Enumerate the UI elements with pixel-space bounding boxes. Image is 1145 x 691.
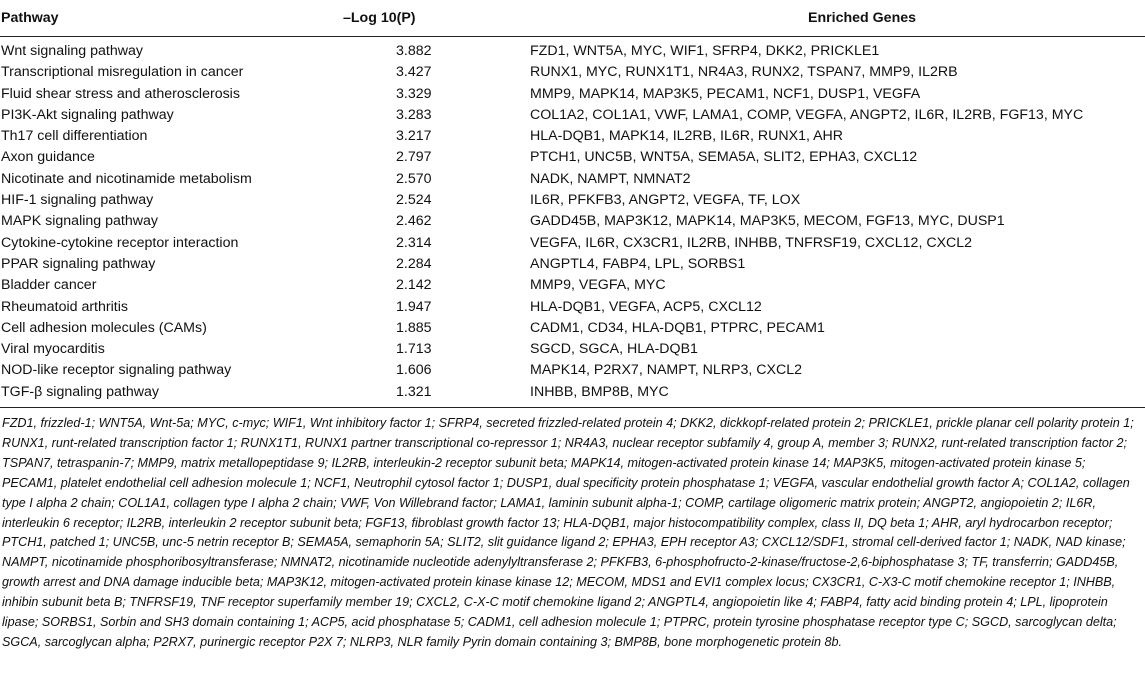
table-header <box>0 0 1145 37</box>
pathway-name: Viral myocarditis <box>1 341 105 358</box>
table-row <box>0 339 1145 360</box>
enriched-genes: PTCH1, UNC5B, WNT5A, SEMA5A, SLIT2, EPHA3, CXCL12 <box>530 149 918 166</box>
table-row <box>0 169 1145 190</box>
log-p-value: 1.606 <box>396 362 432 379</box>
table-row <box>0 318 1145 339</box>
pathway-name: Cell adhesion molecules (CAMs) <box>1 319 207 336</box>
pathway-name: PPAR signaling pathway <box>1 255 156 272</box>
table-row <box>0 211 1145 232</box>
pathway-name: HIF-1 signaling pathway <box>1 192 154 209</box>
table-row <box>0 62 1145 83</box>
log-p-value: 3.217 <box>396 128 432 145</box>
table-row <box>0 37 1145 63</box>
pathway-name: Rheumatoid arthritis <box>1 298 128 315</box>
pathway-name: Nicotinate and nicotinamide metabolism <box>1 170 252 187</box>
log-p-value: 2.142 <box>396 277 432 294</box>
pathway-name: Wnt signaling pathway <box>1 43 143 59</box>
pathway-name: Th17 cell differentiation <box>1 128 148 145</box>
table-row <box>0 147 1145 168</box>
log-p-value: 2.284 <box>396 255 432 272</box>
table-row <box>0 297 1145 318</box>
log-p-value: 1.947 <box>396 298 432 315</box>
table-body <box>0 37 1145 408</box>
log-p-value: 3.329 <box>396 85 432 102</box>
log-p-value: 3.283 <box>396 106 432 123</box>
enriched-genes: MMP9, MAPK14, MAP3K5, PECAM1, NCF1, DUSP1, VEGFA <box>530 85 921 102</box>
enriched-genes: INHBB, BMP8B, MYC <box>530 382 1145 408</box>
table-row <box>0 382 1145 408</box>
enriched-genes: MAPK14, P2RX7, NAMPT, NLRP3, CXCL2 <box>530 362 803 379</box>
log-p-value: 2.462 <box>396 213 432 230</box>
table-row <box>0 254 1145 275</box>
table-row <box>0 84 1145 105</box>
enriched-genes: SGCD, SGCA, HLA-DQB1 <box>530 341 698 358</box>
enriched-genes: IL6R, PFKFB3, ANGPT2, VEGFA, TF, LOX <box>530 192 801 209</box>
enriched-genes: VEGFA, IL6R, CX3CR1, IL2RB, INHBB, TNFRSF19, CXCL12, CXCL2 <box>530 234 973 251</box>
table-row <box>0 275 1145 296</box>
log-p-value: 2.524 <box>396 192 432 209</box>
log-p-value: 2.797 <box>396 149 432 166</box>
enriched-genes: GADD45B, MAP3K12, MAPK14, MAP3K5, MECOM, FGF13, MYC, DUSP1 <box>530 213 1005 230</box>
log-p-value: 1.885 <box>396 319 432 336</box>
enriched-genes: MMP9, VEGFA, MYC <box>530 277 666 294</box>
pathway-name: Bladder cancer <box>1 277 97 294</box>
log-p-value: 3.427 <box>396 64 432 81</box>
pathway-name: Axon guidance <box>1 149 95 166</box>
enriched-genes: ANGPTL4, FABP4, LPL, SORBS1 <box>530 255 746 272</box>
enriched-genes: NADK, NAMPT, NMNAT2 <box>530 170 691 187</box>
pathway-name: TGF-β signaling pathway <box>0 382 333 408</box>
enriched-genes: HLA-DQB1, MAPK14, IL2RB, IL6R, RUNX1, AHR <box>530 128 844 145</box>
abbreviations-footnote: FZD1, frizzled-1; WNT5A, Wnt-5a; MYC, c-myc; WIF1, Wnt inhibitory factor 1; SFRP4, secreted frizzled-related protein 4; DKK2, dickkopf-related protein 2; PRICKLE1, prickle planar cell polarity protein 1; RUNX1, runt-related transcription factor 1; RUNX1T1, RUNX1 partner transcriptional co-repressor 1; NR4A3, nuclear receptor subfamily 4, group A, member 3; RUNX2, runt-related transcription factor 2; TSPAN7, tetraspanin-7; MMP9, matrix metallopeptidase 9; IL2RB, interleukin-2 receptor subunit beta; MAPK14, mitogen-activated protein kinase 14; MAP3K5, mitogen-activated protein kinase 5; PECAM1, platelet endothelial cell adhesion molecule 1; NCF1, Neutrophil cytosol factor 1; DUSP1, dual specificity protein phosphatase 1; VEGFA, vascular endothelial growth factor A; COL1A2, collagen type I alpha 2 chain; COL1A1, collagen type I alpha 2 chain; VWF, Von Willebrand factor; LAMA1, laminin subunit alpha-1; COMP, cartilage oligomeric matrix protein; ANGPT2, angiopoietin 2; IL6R, interleukin 6 receptor; IL2RB, interleukin 2 receptor subunit beta; FGF13, fibroblast growth factor 13; HLA-DQB1, major histocompatibility complex, class II, DQ beta 1; AHR, aryl hydrocarbon receptor; PTCH1, patched 1; UNC5B, unc-5 netrin receptor B; SEMA5A, semaphorin 5A; SLIT2, slit guidance ligand 2; EPHA3, EPH receptor A3; CXCL12/SDF1, stromal cell-derived factor 1; NADK, NAD kinase; NAMPT, nicotinamide phosphoribosyltransferase; NMNAT2, nicotinamide nucleotide adenylyltransferase 2; PFKFB3, 6-phosphofructo-2-kinase/fructose-2,6-biphosphatase 3; TF, transferrin; GADD45B, growth arrest and DNA damage inducible beta; MAP3K12, mitogen-activated protein kinase kinase 12; MECOM, MDS1 and EVI1 complex locus; CX3CR1, C-X3-C motif chemokine receptor 1; INHBB, inhibin subunit beta B; TNFRSF19, TNF receptor superfamily member 19; CXCL2, C-X-C motif chemokine ligand 2; ANGPTL4, angiopoietin like 4; FABP4, fatty acid binding protein 4; LPL, lipoprotein lipase; SORBS1, Sorbin and SH3 domain containing 1; ACP5, acid phosphatase 5; CADM1, cell adhesion molecule 1; PTPRC, protein tyrosine phosphatase receptor type C; SGCD, sarcoglycan delta; SGCA, sarcoglycan alpha; P2RX7, purinergic receptor P2X 7; NLRP3, NLR family Pyrin domain containing 3; BMP8B, bone morphogenetic protein 8b. <box>2 416 1134 650</box>
enriched-genes: COL1A2, COL1A1, VWF, LAMA1, COMP, VEGFA, ANGPT2, IL6R, IL2RB, FGF13, MYC <box>530 106 1084 123</box>
log-p-value: 2.314 <box>396 234 432 251</box>
header-enriched-genes: Enriched Genes <box>530 0 1145 37</box>
enriched-genes: CADM1, CD34, HLA-DQB1, PTPRC, PECAM1 <box>530 319 825 336</box>
header-row <box>0 0 1145 37</box>
log-p-value: 1.321 <box>333 382 530 408</box>
pathway-name: PI3K-Akt signaling pathway <box>1 106 174 123</box>
enriched-genes: RUNX1, MYC, RUNX1T1, NR4A3, RUNX2, TSPAN7, MMP9, IL2RB <box>530 64 958 81</box>
header-pathway: Pathway <box>0 0 333 37</box>
enriched-genes: HLA-DQB1, VEGFA, ACP5, CXCL12 <box>530 298 762 315</box>
table-row <box>0 360 1145 381</box>
pathway-name: Cytokine-cytokine receptor interaction <box>1 234 239 251</box>
pathway-name: Transcriptional misregulation in cancer <box>1 64 244 81</box>
pathway-name: Fluid shear stress and atherosclerosis <box>1 85 240 102</box>
log-p-value: 3.882 <box>396 43 432 59</box>
table-row <box>0 126 1145 147</box>
table-row <box>0 105 1145 126</box>
log-p-value: 2.570 <box>396 170 432 187</box>
table-row <box>0 190 1145 211</box>
pathway-name: MAPK signaling pathway <box>1 213 158 230</box>
log-p-value: 1.713 <box>396 341 432 358</box>
table-row <box>0 233 1145 254</box>
pathway-name: NOD-like receptor signaling pathway <box>1 362 232 379</box>
enriched-genes: FZD1, WNT5A, MYC, WIF1, SFRP4, DKK2, PRICKLE1 <box>530 43 880 59</box>
header-log-p: –Log 10(P) <box>333 0 530 37</box>
